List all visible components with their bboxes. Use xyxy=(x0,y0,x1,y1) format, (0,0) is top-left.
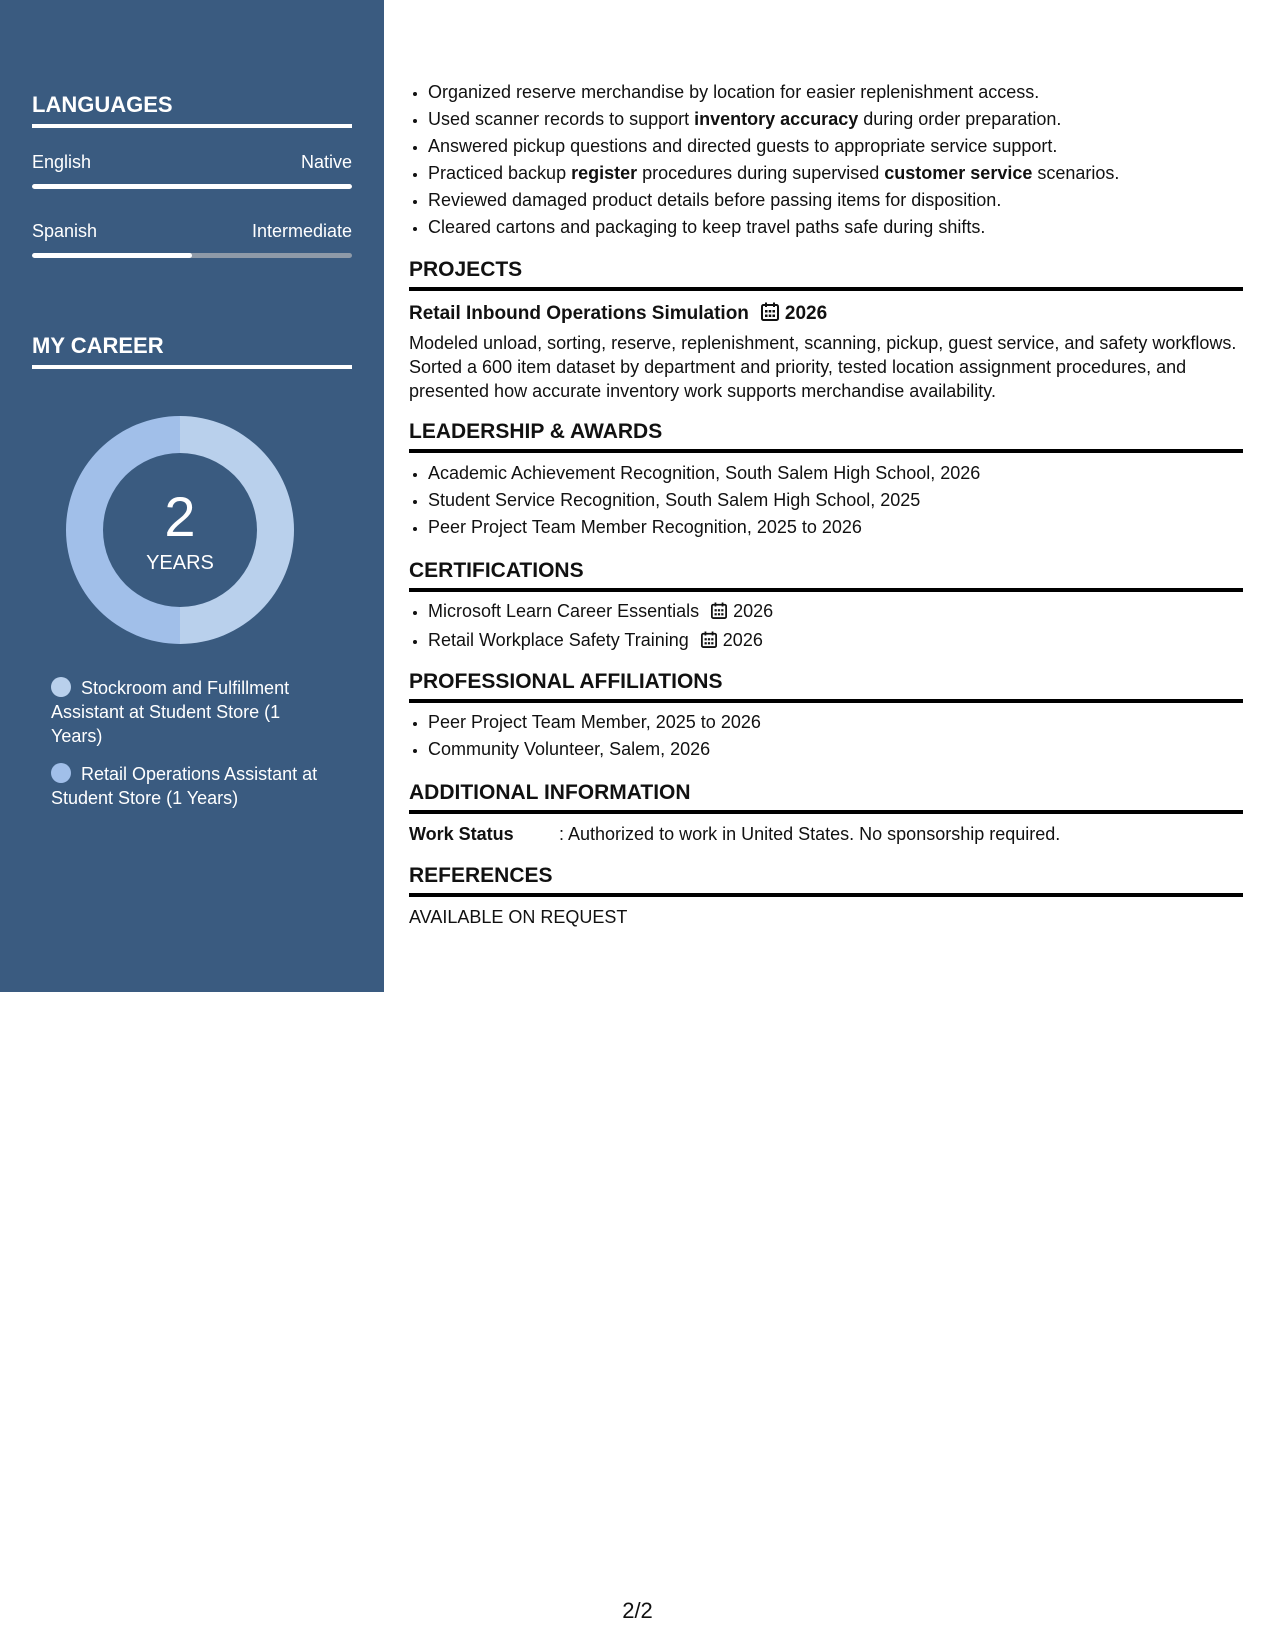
list-item xyxy=(428,627,773,656)
language-level: Intermediate xyxy=(251,221,352,241)
languages-heading: LANGUAGES xyxy=(32,92,352,128)
legend-dot-icon xyxy=(51,763,71,783)
certifications-heading: CERTIFICATIONS xyxy=(409,559,1243,592)
affiliations-heading: PROFESSIONAL AFFILIATIONS xyxy=(409,670,1243,703)
experience-bullet: • Organized reserve merchandise by location for easier replenishment access. xyxy=(428,79,1119,106)
language-level: Native xyxy=(300,152,352,172)
language-name: Spanish xyxy=(32,221,98,241)
project-year: 2026 xyxy=(784,303,828,324)
language-row-spanish xyxy=(32,221,352,242)
page-number: 2/2 xyxy=(622,1598,653,1623)
list-item xyxy=(428,598,773,627)
project-description: Modeled unload, sorting, reserve, replenishment, scanning, pickup, guest service, and safety workflows. Sorted a 600 item dataset by department and priority, tested location assignment procedures, and presented how accurate inventory work supports merchandise availability. xyxy=(409,333,1237,401)
list-item: • Peer Project Team Member, 2025 to 2026 xyxy=(428,709,761,736)
language-bar-english xyxy=(32,184,352,189)
calendar-icon xyxy=(711,600,727,627)
language-bar-fill xyxy=(32,184,352,189)
language-bar-fill xyxy=(32,253,192,258)
experience-bullet: • Reviewed damaged product details before passing items for disposition. xyxy=(428,187,1119,214)
work-status-row xyxy=(409,824,1060,845)
legend-dot-icon xyxy=(51,677,71,697)
calendar-icon xyxy=(701,629,717,656)
project-title: Retail Inbound Operations Simulation xyxy=(409,303,749,324)
experience-bullet: • Practiced backup register procedures during supervised customer service scenarios. xyxy=(428,160,1119,187)
experience-bullet: • Cleared cartons and packaging to keep travel paths safe during shifts. xyxy=(428,214,1119,241)
career-legend-item xyxy=(51,676,321,748)
project-entry-title xyxy=(409,302,827,327)
additional-info-heading: ADDITIONAL INFORMATION xyxy=(409,781,1243,814)
career-donut-chart xyxy=(66,416,294,644)
certification-year: 2026 xyxy=(733,601,774,621)
certifications-list xyxy=(409,598,773,656)
career-role-label: Stockroom and Fulfillment Assistant at Student Store (1 Years) xyxy=(51,678,290,746)
leadership-heading: LEADERSHIP & AWARDS xyxy=(409,420,1243,453)
affiliations-list xyxy=(409,709,761,763)
projects-heading: PROJECTS xyxy=(409,258,1243,291)
experience-bullet: • Used scanner records to support inventory accuracy during order preparation. xyxy=(428,106,1119,133)
list-item: • Peer Project Team Member Recognition, 2025 to 2026 xyxy=(428,514,980,541)
career-heading: MY CAREER xyxy=(32,333,352,369)
career-total-unit: YEARS xyxy=(146,552,214,574)
certification-year: 2026 xyxy=(722,630,763,650)
list-item: • Student Service Recognition, South Salem High School, 2025 xyxy=(428,487,980,514)
calendar-icon xyxy=(761,302,779,327)
language-bar-spanish xyxy=(32,253,352,258)
certification-name: Retail Workplace Safety Training xyxy=(428,630,689,650)
sidebar xyxy=(0,0,384,992)
references-heading: REFERENCES xyxy=(409,864,1243,897)
career-legend-item xyxy=(51,762,321,810)
experience-bullet: • Answered pickup questions and directed guests to appropriate service support. xyxy=(428,133,1119,160)
language-name: English xyxy=(32,152,92,172)
career-role-label: Retail Operations Assistant at Student Store (1 Years) xyxy=(51,764,318,808)
list-item: • Academic Achievement Recognition, South Salem High School, 2026 xyxy=(428,460,980,487)
list-item: • Community Volunteer, Salem, 2026 xyxy=(428,736,761,763)
work-status-label: Work Status xyxy=(409,824,514,844)
career-total-number: 2 xyxy=(164,485,196,548)
certification-name: Microsoft Learn Career Essentials xyxy=(428,601,700,621)
leadership-list xyxy=(409,460,980,541)
work-status-value: : Authorized to work in United States. No sponsorship required. xyxy=(559,824,1061,844)
language-row-english xyxy=(32,152,352,173)
references-text: AVAILABLE ON REQUEST xyxy=(409,907,628,927)
experience-bullet-list xyxy=(409,79,1119,241)
